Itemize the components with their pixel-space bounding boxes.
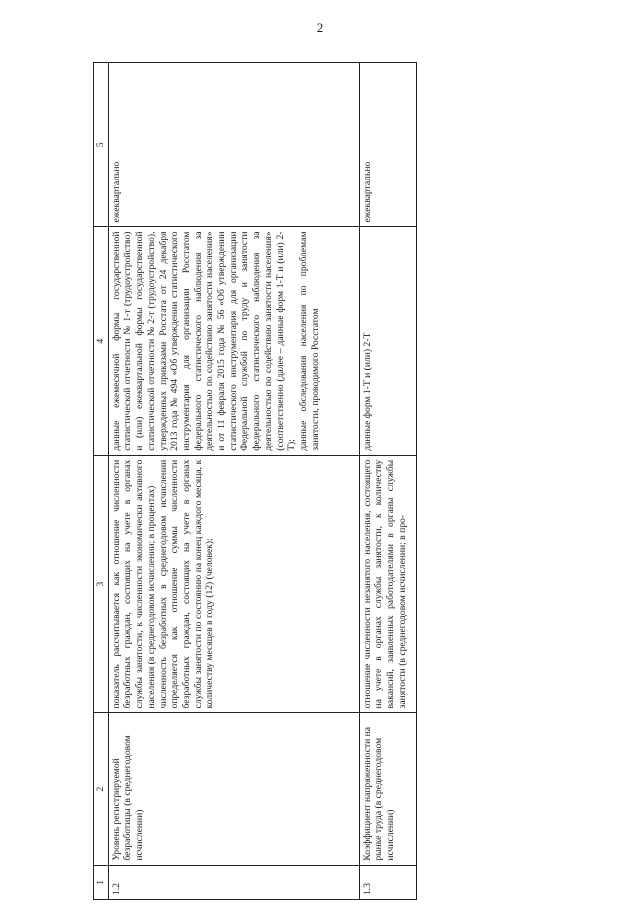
periodicity: ежеквартально — [359, 63, 416, 227]
method-paragraph: показатель рассчитывается как отношение численности безработных граждан, состоящих на учете в органах службы занятости, к численности экономически активного населения (в среднегодовом исчислении; в процентах) — [110, 459, 157, 709]
data-source — [108, 227, 359, 455]
page-number: 2 — [316, 20, 324, 35]
source-paragraph: данные форм 1-Т и (или) 2-Т — [361, 332, 373, 451]
table-row — [108, 63, 359, 900]
source-paragraph: данные ежемесячной формы государственной статистической отчетности № 1-т (трудоустройство) и (или) ежеквартальной формы государственной статистической отчетности № 2-т (трудоустройство), утвержденных приказами Росстата от 24 декабря 2013 года № 494 «Об утверждении статистического инструментария для организации Росстатом федерального статистического наблюдения за деятельностью по содействию занятости населения» и от 11 февраля 2015 года № 56 «Об утверждении статистического инструментария для организации Федеральной службой по труду и занятости федерального статистического наблюдения за деятельностью по содействию занятости населения» (соответственно (далее – данные форм 1-Т и (или) 2-Т); — [110, 231, 298, 451]
row-number: 1.2 — [108, 865, 359, 899]
rotated-table-area — [93, 62, 573, 900]
data-source — [359, 227, 416, 455]
header-col-4: 4 — [94, 227, 109, 455]
row-number: 1.3 — [359, 865, 416, 899]
method-paragraph: отношение численности незанятого населения, состоящего на учете в органах службы занятости, к количеству вакансий, заявленных работодателями в органы службы занятости (в среднегодовом исчислении; в про- — [361, 459, 408, 709]
calculation-method — [359, 455, 416, 713]
table-row — [359, 63, 416, 900]
method-paragraph: численность безработных в среднегодовом исчислении определяется как отношение суммы численности безработных граждан, состоящих на учете в органах службы занятости по состоянию на конец каждого месяца, к количеству месяцев в году (12) (человек); — [157, 459, 216, 709]
rotated-table-container — [93, 62, 573, 900]
source-paragraph: данные обследования населения по проблемам занятости, проводимого Росстатом — [297, 231, 321, 451]
indicator-name: Коэффициент напряженности на рынке труда (в среднегодовом исчислении) — [359, 713, 416, 865]
calculation-method — [108, 455, 359, 713]
periodicity: ежеквартально — [108, 63, 359, 227]
indicator-name: Уровень регистрируемой безработицы (в среднегодовом исчислении) — [108, 713, 359, 865]
header-col-3: 3 — [94, 455, 109, 713]
table-header-row — [94, 63, 109, 900]
header-col-5: 5 — [94, 63, 109, 227]
indicators-table — [93, 62, 417, 900]
header-col-2: 2 — [94, 713, 109, 865]
header-col-1: 1 — [94, 865, 109, 899]
